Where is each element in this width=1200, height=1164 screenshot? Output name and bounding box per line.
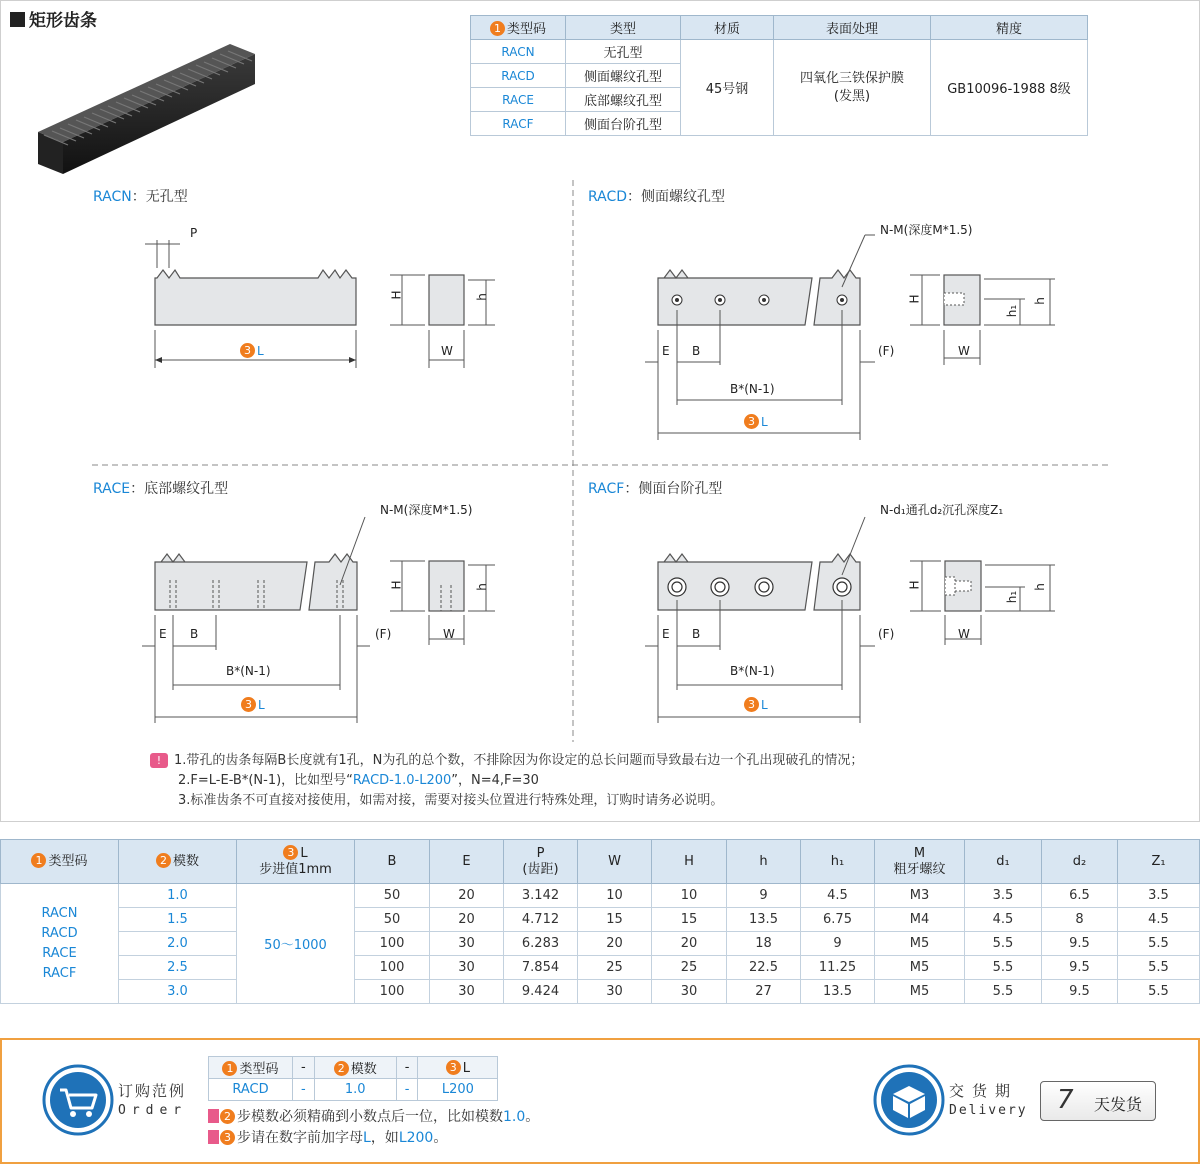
title-text: 矩形齿条 xyxy=(29,11,97,31)
cell-b: 100 xyxy=(355,932,430,956)
race-dim-e: E xyxy=(159,627,167,641)
cell-m: M5 xyxy=(875,932,965,956)
table-row xyxy=(1,908,1200,932)
cell-m: M5 xyxy=(875,980,965,1004)
racn-drawing xyxy=(140,220,510,380)
cell-b: 100 xyxy=(355,980,430,1004)
spec-header-type: 类型 xyxy=(566,16,681,40)
cell-z1: 5.5 xyxy=(1118,932,1200,956)
racd-dim-h-upper: H xyxy=(907,294,922,304)
table-row xyxy=(1,932,1200,956)
order-note-2-l: L xyxy=(363,1130,371,1146)
race-dim-f: (F) xyxy=(375,627,392,641)
racf-dim-f: (F) xyxy=(878,627,895,641)
warning-icon xyxy=(208,1109,219,1123)
note-line-2-a: 2.F=L-E-B*(N-1)，比如型号“ xyxy=(178,773,353,788)
spec-code-racf: RACF xyxy=(471,112,566,136)
racf-dim-h-lower: h xyxy=(1032,583,1047,591)
col-module-label: 模数 xyxy=(172,854,199,869)
racf-dim-bn: B*(N-1) xyxy=(730,664,775,678)
cell-e: 30 xyxy=(430,956,504,980)
order-header-l-label: L xyxy=(462,1060,471,1076)
cell-p: 3.142 xyxy=(504,884,578,908)
section-racn-code: RACN xyxy=(93,189,132,205)
cell-m: M3 xyxy=(875,884,965,908)
race-dim-w: W xyxy=(443,627,455,641)
badge-2: 2 xyxy=(220,1109,235,1124)
order-example-table xyxy=(208,1056,498,1101)
racd-callout: N-M(深度M*1.5) xyxy=(880,223,973,237)
order-note-1 xyxy=(208,1107,539,1128)
racd-dim-l-text: L xyxy=(761,415,768,429)
section-racf-label xyxy=(588,478,722,498)
col-m-sub: 粗牙螺纹 xyxy=(893,861,946,877)
col-p xyxy=(504,840,578,884)
racn-dim-w: W xyxy=(441,344,453,358)
cell-b: 50 xyxy=(355,908,430,932)
code-racn: RACN xyxy=(41,905,78,921)
cell-b: 50 xyxy=(355,884,430,908)
cell-z1: 3.5 xyxy=(1118,884,1200,908)
racd-dim-l xyxy=(744,414,768,429)
cell-w: 20 xyxy=(578,932,652,956)
col-m xyxy=(875,840,965,884)
order-note-2-b: ，如 xyxy=(370,1130,399,1146)
dimension-table xyxy=(0,839,1200,1004)
order-value-sep: - xyxy=(396,1079,418,1101)
cell-m: M5 xyxy=(875,956,965,980)
race-dim-l-text: L xyxy=(258,698,265,712)
col-h: h xyxy=(727,840,801,884)
cell-z1: 4.5 xyxy=(1118,908,1200,932)
cell-p: 9.424 xyxy=(504,980,578,1004)
cell-module: 2.5 xyxy=(119,956,237,980)
cell-p: 4.712 xyxy=(504,908,578,932)
order-header-sep: - xyxy=(293,1057,315,1079)
delivery-badge xyxy=(1040,1081,1156,1121)
cell-m: M4 xyxy=(875,908,965,932)
table-row xyxy=(1,956,1200,980)
racf-dim-w: W xyxy=(958,627,970,641)
order-note-1-a: 步模数必须精确到小数点后一位，比如模数 xyxy=(237,1109,503,1125)
spec-header-surface: 表面处理 xyxy=(774,16,931,40)
section-race-label xyxy=(93,478,228,498)
spec-material: 45号钢 xyxy=(681,40,774,136)
racf-callout: N-d₁通孔d₂沉孔深度Z₁ xyxy=(880,503,1004,517)
racd-dim-bn: B*(N-1) xyxy=(730,382,775,396)
racd-dim-f: (F) xyxy=(878,344,895,358)
cell-d2: 9.5 xyxy=(1042,932,1118,956)
cell-hh: 25 xyxy=(652,956,727,980)
col-m-label: M xyxy=(913,845,926,861)
spec-precision: GB10096-1988 8级 xyxy=(931,40,1088,136)
spec-type-racn: 无孔型 xyxy=(566,40,681,64)
cell-w: 30 xyxy=(578,980,652,1004)
badge-3: 3 xyxy=(220,1130,235,1145)
cell-hh: 20 xyxy=(652,932,727,956)
order-panel xyxy=(0,1038,1200,1164)
note-line-2 xyxy=(150,771,863,791)
order-header-code-label: 类型码 xyxy=(239,1062,279,1077)
racd-dim-e: E xyxy=(662,344,670,358)
col-module xyxy=(119,840,237,884)
cell-hh: 30 xyxy=(652,980,727,1004)
col-p-label: P xyxy=(536,845,545,861)
racd-drawing xyxy=(640,215,1060,445)
race-dim-bn: B*(N-1) xyxy=(226,664,271,678)
delivery-unit: 天发货 xyxy=(1094,1095,1143,1114)
cell-h: 13.5 xyxy=(727,908,801,932)
cell-d2: 9.5 xyxy=(1042,980,1118,1004)
spec-header-precision: 精度 xyxy=(931,16,1088,40)
order-note-2-c: 。 xyxy=(433,1130,448,1146)
cell-e: 30 xyxy=(430,932,504,956)
badge-3: 3 xyxy=(744,414,759,429)
order-value-module: 1.0 xyxy=(314,1079,396,1101)
table-row xyxy=(1,884,1200,908)
badge-3: 3 xyxy=(240,343,255,358)
notes xyxy=(150,751,863,811)
cell-h1: 4.5 xyxy=(801,884,875,908)
delivery-box-icon xyxy=(873,1064,945,1136)
col-d1: d₁ xyxy=(965,840,1042,884)
cell-z1: 5.5 xyxy=(1118,956,1200,980)
col-w: W xyxy=(578,840,652,884)
col-l xyxy=(237,840,355,884)
cell-module: 2.0 xyxy=(119,932,237,956)
cell-p: 6.283 xyxy=(504,932,578,956)
racf-dim-h-upper: H xyxy=(907,580,922,590)
cell-hh: 15 xyxy=(652,908,727,932)
section-racn-text: ：无孔型 xyxy=(131,189,188,205)
order-note-1-val: 1.0 xyxy=(503,1109,526,1125)
col-code xyxy=(1,840,119,884)
cell-d2: 8 xyxy=(1042,908,1118,932)
race-callout: N-M(深度M*1.5) xyxy=(380,503,473,517)
race-dim-h-upper: H xyxy=(389,580,404,590)
race-dim-b: B xyxy=(190,627,199,641)
racf-dim-l-text: L xyxy=(761,698,768,712)
spec-code-racn: RACN xyxy=(471,40,566,64)
order-header-sep: - xyxy=(396,1057,418,1079)
racf-dim-h1: h₁ xyxy=(1005,590,1020,604)
racf-drawing xyxy=(640,505,1060,730)
spec-type-racf: 侧面台阶孔型 xyxy=(566,112,681,136)
cell-w: 25 xyxy=(578,956,652,980)
warning-icon: ! xyxy=(150,753,168,768)
order-note-2 xyxy=(208,1128,539,1149)
note-line-2-code: RACD-1.0-L200 xyxy=(352,773,452,788)
col-code-label: 类型码 xyxy=(48,854,88,869)
cell-z1: 5.5 xyxy=(1118,980,1200,1004)
order-value-sep: - xyxy=(293,1079,315,1101)
section-racd-text: ：侧面螺纹孔型 xyxy=(627,189,726,205)
racf-dim-e: E xyxy=(662,627,670,641)
col-b: B xyxy=(355,840,430,884)
cell-e: 20 xyxy=(430,884,504,908)
spec-header-code-label: 类型码 xyxy=(506,22,546,37)
cell-e: 30 xyxy=(430,980,504,1004)
section-racd-code: RACD xyxy=(588,189,628,205)
badge-1: 1 xyxy=(490,21,505,36)
cell-p: 7.854 xyxy=(504,956,578,980)
cell-h: 27 xyxy=(727,980,801,1004)
cell-b: 100 xyxy=(355,956,430,980)
badge-1: 1 xyxy=(222,1061,237,1076)
order-header-module-label: 模数 xyxy=(350,1062,377,1077)
cell-d1: 4.5 xyxy=(965,908,1042,932)
cell-h: 18 xyxy=(727,932,801,956)
racd-dim-h1: h₁ xyxy=(1005,304,1020,318)
race-drawing xyxy=(140,505,530,730)
section-racf-code: RACF xyxy=(588,481,625,497)
col-l-sub: 步进值1mm xyxy=(259,862,332,877)
code-racd: RACD xyxy=(41,925,78,941)
race-dim-h-lower: h xyxy=(474,583,489,591)
racn-dim-l xyxy=(240,343,264,358)
cell-l-range: 50～1000 xyxy=(237,884,355,1004)
badge-3: 3 xyxy=(744,697,759,712)
badge-3: 3 xyxy=(241,697,256,712)
note-line-3: 3.标准齿条不可直接对接使用，如需对接，需要对接头位置进行特殊处理，订购时请务必说明。 xyxy=(178,793,724,808)
col-d2: d₂ xyxy=(1042,840,1118,884)
delivery-days: 7 xyxy=(1057,1085,1074,1115)
badge-2: 2 xyxy=(334,1061,349,1076)
cell-d1: 5.5 xyxy=(965,980,1042,1004)
racn-dim-p: P xyxy=(190,226,198,240)
order-header-l xyxy=(418,1057,498,1079)
spec-code-race: RACE xyxy=(471,88,566,112)
delivery-label-cn: 交货期 xyxy=(949,1082,1019,1100)
spec-type-race: 底部螺纹孔型 xyxy=(566,88,681,112)
section-racn-label xyxy=(93,186,188,206)
racd-dim-w: W xyxy=(958,344,970,358)
cell-d1: 5.5 xyxy=(965,932,1042,956)
cell-hh: 10 xyxy=(652,884,727,908)
cell-h1: 6.75 xyxy=(801,908,875,932)
code-racf: RACF xyxy=(42,965,77,981)
racf-dim-b: B xyxy=(692,627,701,641)
race-dim-l xyxy=(241,697,265,712)
note-line-1-text: 1.带孔的齿条每隔B长度就有1孔，N为孔的总个数，不排除因为你设定的总长问题而导致最右边一个孔出现破孔的情况； xyxy=(174,753,864,768)
shopping-cart-icon xyxy=(42,1064,114,1136)
section-race-code: RACE xyxy=(93,481,131,497)
cell-w: 10 xyxy=(578,884,652,908)
badge-2: 2 xyxy=(156,853,171,868)
cell-d1: 5.5 xyxy=(965,956,1042,980)
order-value-code: RACD xyxy=(209,1079,293,1101)
badge-1: 1 xyxy=(31,853,46,868)
cell-module: 3.0 xyxy=(119,980,237,1004)
racd-dim-h-lower: h xyxy=(1032,297,1047,305)
cell-h1: 9 xyxy=(801,932,875,956)
badge-3: 3 xyxy=(446,1060,461,1075)
cell-h1: 11.25 xyxy=(801,956,875,980)
col-h1: h₁ xyxy=(801,840,875,884)
cell-w: 15 xyxy=(578,908,652,932)
section-racf-text: ：侧面台阶孔型 xyxy=(624,481,723,497)
cell-module: 1.5 xyxy=(119,908,237,932)
code-list-cell xyxy=(1,884,119,1004)
racd-dim-b: B xyxy=(692,344,701,358)
order-note-2-val: L200 xyxy=(398,1130,434,1146)
order-notes xyxy=(208,1107,539,1149)
spec-surface-line2: (发黑) xyxy=(833,88,871,104)
cell-d2: 9.5 xyxy=(1042,956,1118,980)
section-racd-label xyxy=(588,186,725,206)
cell-module: 1.0 xyxy=(119,884,237,908)
spec-type-racd: 侧面螺纹孔型 xyxy=(566,64,681,88)
note-line-2-b: ”，N=4,F=30 xyxy=(451,773,539,788)
order-note-1-b: 。 xyxy=(525,1109,540,1125)
cell-e: 20 xyxy=(430,908,504,932)
col-l-label: L xyxy=(300,846,308,861)
table-row xyxy=(1,980,1200,1004)
order-value-l: L200 xyxy=(418,1079,498,1101)
racf-dim-l xyxy=(744,697,768,712)
spec-surface-line1: 四氧化三铁保护膜 xyxy=(799,70,904,86)
order-label-en: Order xyxy=(118,1103,188,1118)
delivery-label-en: Delivery xyxy=(949,1103,1028,1118)
racn-dim-h-upper: H xyxy=(389,290,404,300)
col-z1: Z₁ xyxy=(1118,840,1200,884)
order-label-cn: 订购范例 xyxy=(118,1082,187,1100)
order-note-2-a: 步请在数字前加字母 xyxy=(237,1130,363,1146)
order-header-code xyxy=(209,1057,293,1079)
col-hh: H xyxy=(652,840,727,884)
spec-header-material: 材质 xyxy=(681,16,774,40)
cell-h1: 13.5 xyxy=(801,980,875,1004)
col-p-sub: (齿距) xyxy=(522,861,559,877)
cell-d1: 3.5 xyxy=(965,884,1042,908)
spec-code-racd: RACD xyxy=(471,64,566,88)
note-line-1 xyxy=(150,751,863,771)
racn-dim-h-lower: h xyxy=(474,293,489,301)
order-header-module xyxy=(314,1057,396,1079)
cell-d2: 6.5 xyxy=(1042,884,1118,908)
warning-icon xyxy=(208,1130,219,1144)
racn-dim-l-text: L xyxy=(257,344,264,358)
badge-3: 3 xyxy=(283,845,298,860)
section-race-text: ：底部螺纹孔型 xyxy=(130,481,229,497)
code-race: RACE xyxy=(42,945,77,961)
cell-h: 22.5 xyxy=(727,956,801,980)
cell-h: 9 xyxy=(727,884,801,908)
col-e: E xyxy=(430,840,504,884)
